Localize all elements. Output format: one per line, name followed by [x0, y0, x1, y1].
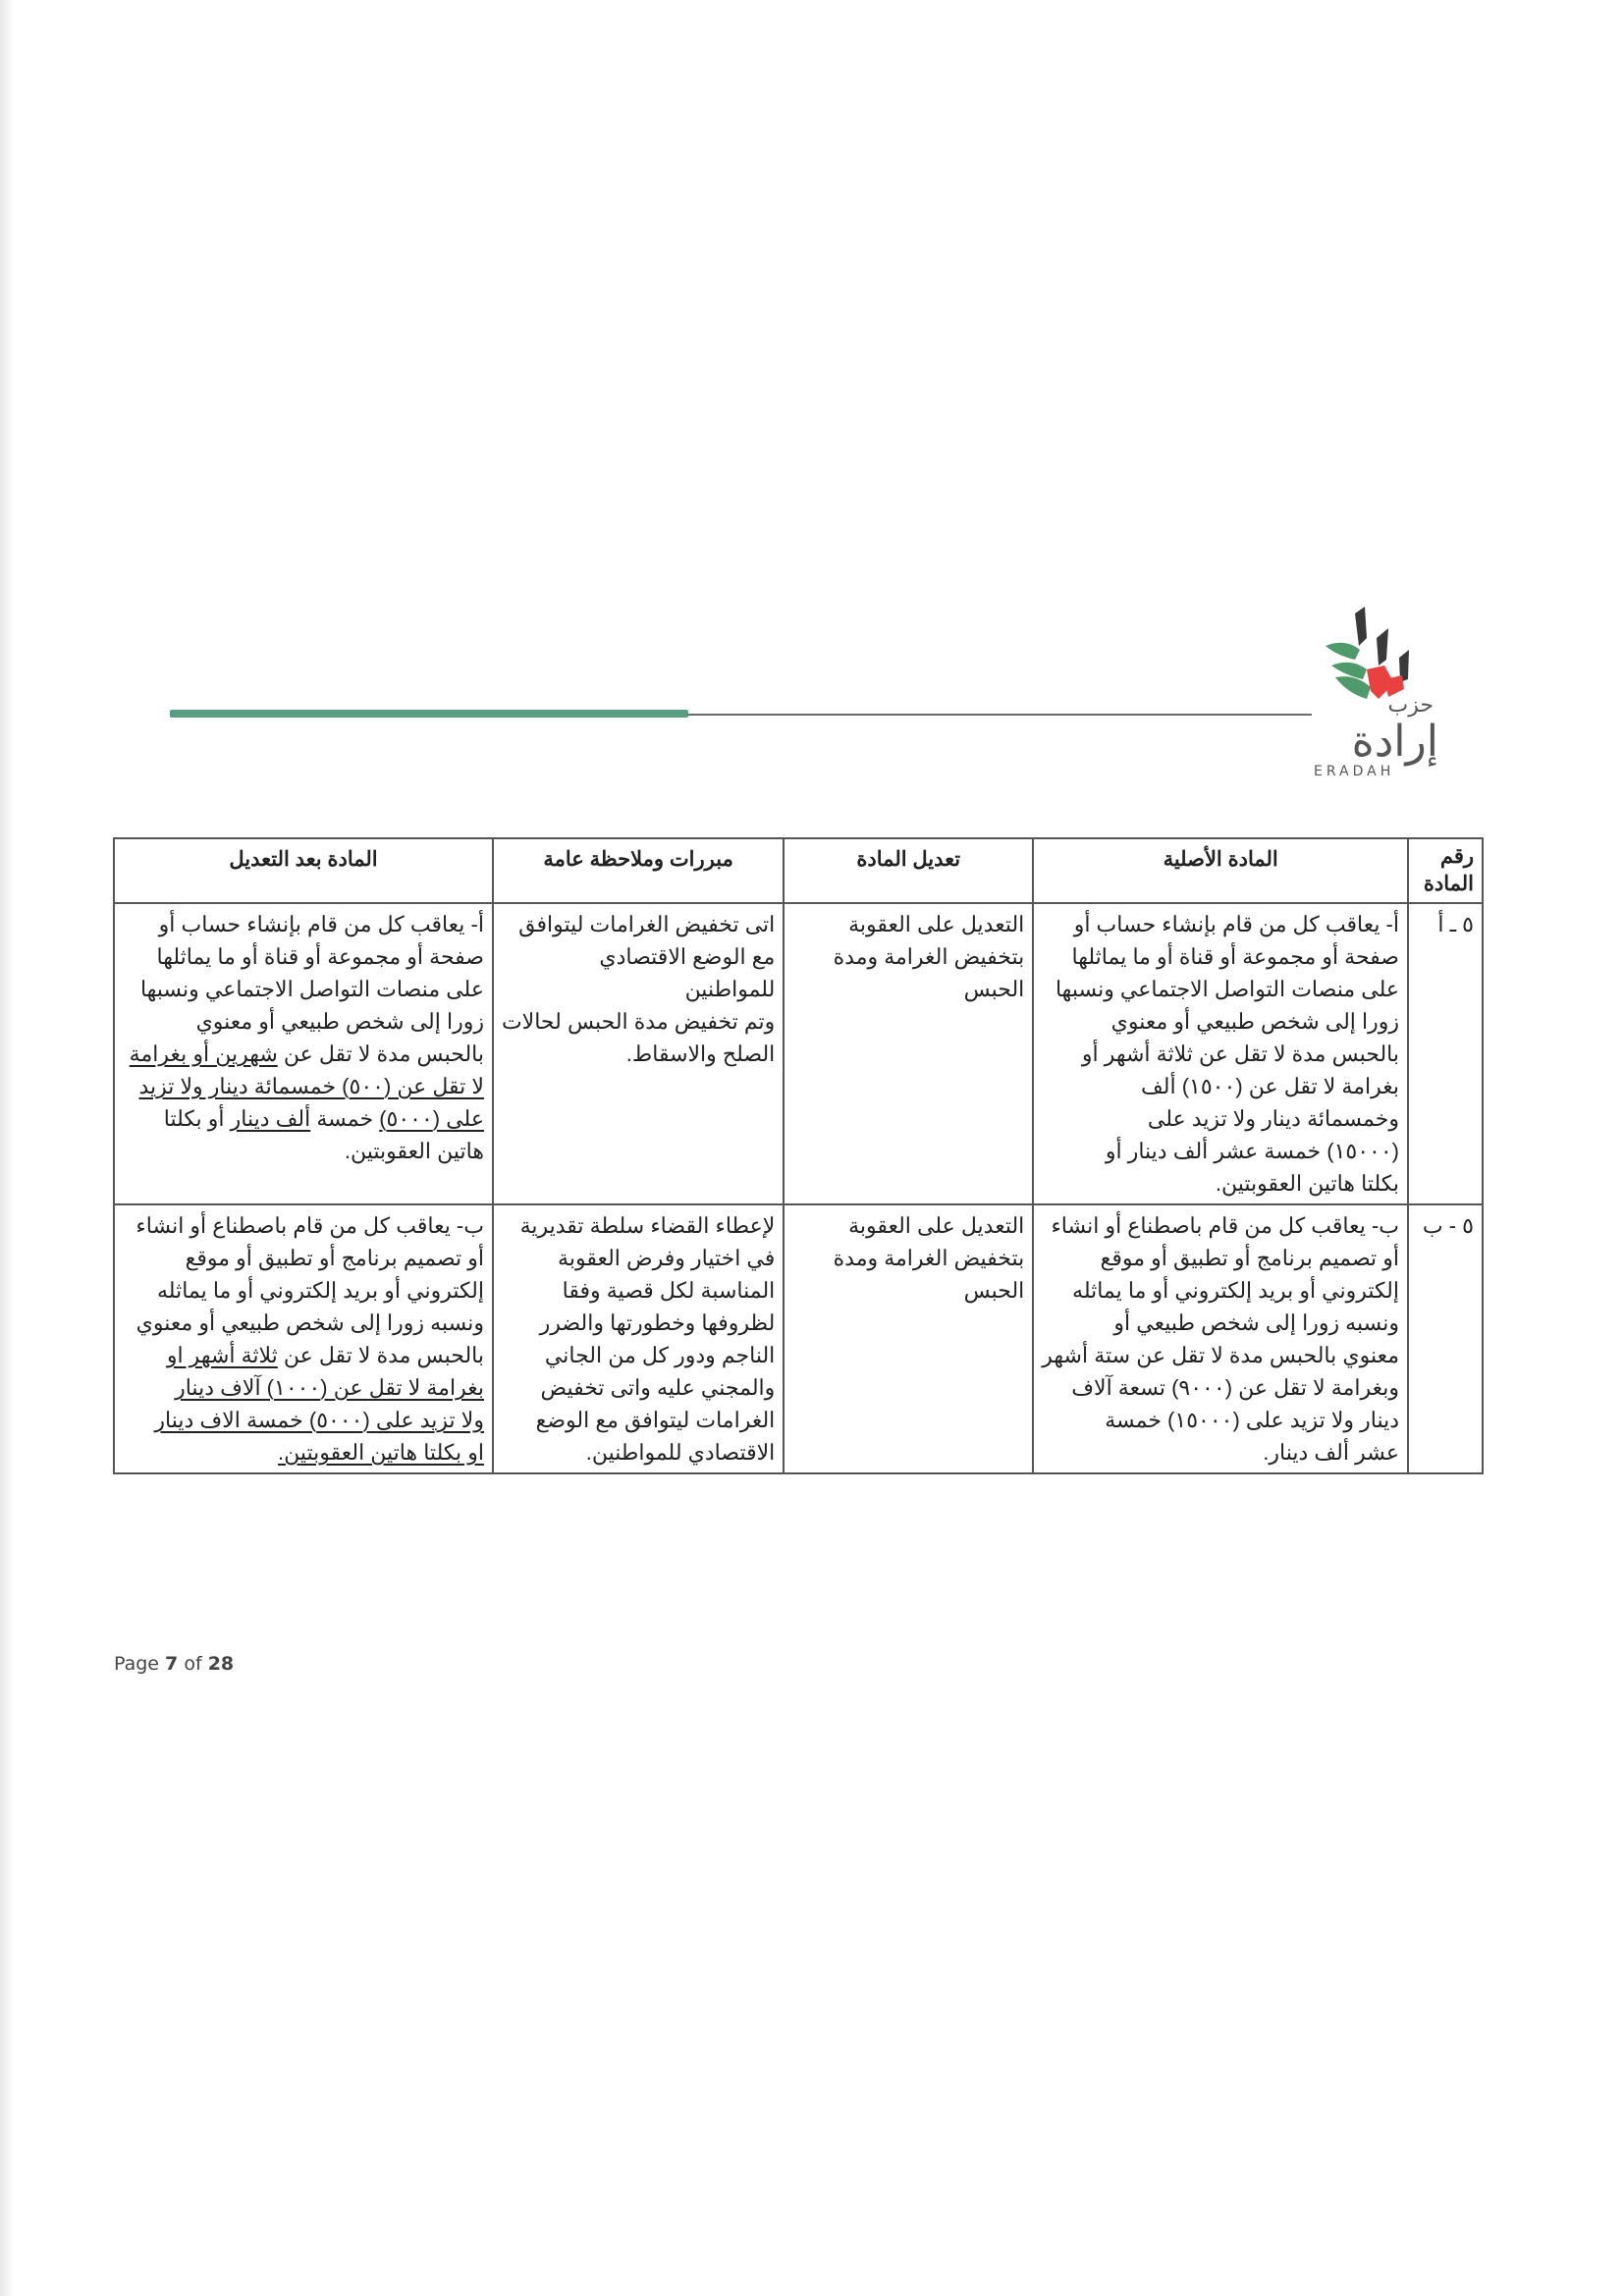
- eradah-logo: [1306, 589, 1453, 780]
- header-original-article: المادة الأصلية: [1033, 838, 1408, 903]
- text-segment: أو تصميم برنامج أو تطبيق أو موقع: [185, 1246, 484, 1270]
- text-line: [123, 1005, 484, 1038]
- text-segment: بالحبس مدة لا تقل عن: [277, 1343, 484, 1367]
- cell-justification: [493, 903, 784, 1204]
- text-line: مع الوضع الاقتصادي: [599, 944, 776, 969]
- table-header-row: [114, 838, 1483, 903]
- text-line: دينار ولا تزيد على (١٥٠٠٠) خمسة: [1105, 1408, 1399, 1432]
- cell-amendment: [784, 1204, 1033, 1473]
- text-line: [123, 1404, 484, 1436]
- amendments-table: [113, 837, 1484, 1474]
- of-label: of: [184, 1653, 202, 1675]
- text-line: بغرامة لا تقل عن (١٥٠٠) ألف: [1141, 1074, 1399, 1098]
- text-line: بتخفيض الغرامة ومدة: [833, 944, 1025, 969]
- text-line: معنوي بالحبس مدة لا تقل عن ستة أشهر: [1042, 1343, 1399, 1367]
- text-line: [123, 1436, 484, 1468]
- text-line: اتى تخفيض الغرامات ليتوافق: [518, 912, 776, 936]
- svg-text:إرادة: إرادة: [1351, 717, 1438, 767]
- text-line: على منصات التواصل الاجتماعي ونسبها: [1055, 977, 1399, 1001]
- text-line: [123, 1339, 484, 1371]
- underlined-change: ولا تزيد على (٥٠٠٠) خمسة الاف دينار: [154, 1408, 484, 1432]
- text-line: عشر ألف دينار.: [1263, 1440, 1399, 1465]
- text-line: (١٥٠٠٠) خمسة عشر ألف دينار أو: [1105, 1139, 1399, 1163]
- text-line: ب- يعاقب كل من قام باصطناع أو انشاء: [1051, 1213, 1399, 1238]
- text-line: أو تصميم برنامج أو تطبيق أو موقع: [1100, 1246, 1399, 1270]
- underlined-change: او بكلتا هاتين العقوبتين.: [278, 1440, 484, 1465]
- text-line: إلكتروني أو بريد إلكتروني أو ما يماثله: [1072, 1278, 1399, 1303]
- text-line: الحبس: [963, 1278, 1025, 1303]
- svg-text:ERADAH: ERADAH: [1314, 764, 1395, 779]
- text-segment: أ- يعاقب كل من قام بإنشاء حساب أو: [158, 912, 484, 936]
- text-line: الحبس: [963, 977, 1025, 1001]
- cell-article-after: [114, 903, 493, 1204]
- text-line: لظروفها وخطورتها والضرر: [539, 1310, 776, 1335]
- cell-article-number: ٥ ـ أ: [1408, 903, 1483, 1204]
- text-line: صفحة أو مجموعة أو قناة أو ما يماثلها: [1071, 944, 1399, 969]
- page-label: Page: [114, 1653, 159, 1675]
- text-line: وتم تخفيض مدة الحبس لحالات: [501, 1009, 776, 1034]
- text-line: التعديل على العقوبة: [848, 1213, 1025, 1238]
- svg-text:حزب: حزب: [1387, 693, 1434, 718]
- cell-justification: [493, 1204, 784, 1473]
- page-current: 7: [165, 1653, 179, 1675]
- page-footer: [114, 1653, 234, 1675]
- page-total: 28: [207, 1653, 235, 1675]
- text-line: [123, 1274, 484, 1307]
- text-line: لإعطاء القضاء سلطة تقديرية: [519, 1213, 776, 1238]
- text-segment: هاتين العقوبتين.: [344, 1139, 484, 1163]
- page-edge: [0, 0, 14, 2296]
- text-line: المناسبة لكل قصية وفقا: [562, 1278, 776, 1303]
- underlined-change: ألف دينار: [230, 1106, 311, 1131]
- text-line: [123, 1102, 484, 1135]
- text-line: [123, 973, 484, 1005]
- text-segment: زورا إلى شخص طبيعي أو معنوي: [195, 1009, 484, 1034]
- cell-original: [1033, 903, 1408, 1204]
- text-line: [123, 940, 484, 973]
- text-segment: صفحة أو مجموعة أو قناة أو ما يماثلها: [156, 944, 484, 969]
- header-article-after: المادة بعد التعديل: [114, 838, 493, 903]
- text-segment: ونسبه زورا إلى شخص طبيعي أو معنوي: [135, 1310, 484, 1335]
- text-line: بتخفيض الغرامة ومدة: [833, 1246, 1025, 1270]
- text-line: [123, 1038, 484, 1070]
- underlined-change: بغرامة لا تقل عن (١٠٠٠) آلاف دينار: [175, 1375, 484, 1400]
- text-line: وبغرامة لا تقل عن (٩٠٠٠) تسعة آلاف: [1071, 1375, 1399, 1400]
- text-line: بكلتا هاتين العقوبتين.: [1215, 1171, 1399, 1196]
- table-row: [114, 1204, 1483, 1473]
- text-segment: أو بكلتا: [163, 1106, 231, 1131]
- text-line: الصلح والاسقاط.: [625, 1041, 776, 1066]
- underlined-change: ثلاثة أشهر او: [166, 1343, 278, 1367]
- text-segment: خمسة: [310, 1106, 380, 1131]
- text-line: وخمسمائة دينار ولا تزيد على: [1147, 1106, 1399, 1131]
- text-line: للمواطنين: [684, 977, 776, 1001]
- cell-article-number: ٥ - ب: [1408, 1204, 1483, 1473]
- text-segment: على منصات التواصل الاجتماعي ونسبها: [139, 977, 484, 1001]
- text-line: [123, 1307, 484, 1339]
- table-row: [114, 903, 1483, 1204]
- text-line: التعديل على العقوبة: [848, 912, 1025, 936]
- text-line: الناجم ودور كل من الجاني: [544, 1343, 776, 1367]
- text-line: الاقتصادي للمواطنين.: [585, 1440, 776, 1465]
- underlined-change: على (٥٠٠٠): [379, 1106, 484, 1131]
- text-line: [123, 908, 484, 940]
- text-line: [123, 1209, 484, 1242]
- header-article-number: رقم المادة: [1408, 838, 1483, 903]
- text-line: [123, 1135, 484, 1167]
- underlined-change: شهرين أو بغرامة: [129, 1041, 278, 1066]
- text-line: بالحبس مدة لا تقل عن ثلاثة أشهر أو: [1081, 1041, 1399, 1066]
- text-line: الغرامات ليتوافق مع الوضع: [535, 1408, 776, 1432]
- text-line: زورا إلى شخص طبيعي أو معنوي: [1110, 1009, 1399, 1034]
- header-justification: مبررات وملاحظة عامة: [493, 838, 784, 903]
- cell-article-after: [114, 1204, 493, 1473]
- text-line: [123, 1070, 484, 1102]
- text-line: في اختيار وفرض العقوبة: [558, 1246, 776, 1270]
- text-segment: بالحبس مدة لا تقل عن: [277, 1041, 484, 1066]
- text-segment: ب- يعاقب كل من قام باصطناع أو انشاء: [135, 1213, 484, 1238]
- header-rule-grey: [687, 714, 1312, 716]
- cell-original: [1033, 1204, 1408, 1473]
- text-segment: إلكتروني أو بريد إلكتروني أو ما يماثله: [157, 1278, 484, 1303]
- text-line: والمجني عليه واتى تخفيض: [540, 1375, 776, 1400]
- text-line: أ- يعاقب كل من قام بإنشاء حساب أو: [1073, 912, 1399, 936]
- text-line: [123, 1242, 484, 1274]
- text-line: [123, 1371, 484, 1404]
- text-line: ونسبه زورا إلى شخص طبيعي أو: [1113, 1310, 1399, 1335]
- underlined-change: لا تقل عن (٥٠٠) خمسمائة دينار ولا تزيد: [138, 1074, 484, 1098]
- header-rule-green: [170, 710, 688, 718]
- header-article-amendment: تعديل المادة: [784, 838, 1033, 903]
- cell-amendment: [784, 903, 1033, 1204]
